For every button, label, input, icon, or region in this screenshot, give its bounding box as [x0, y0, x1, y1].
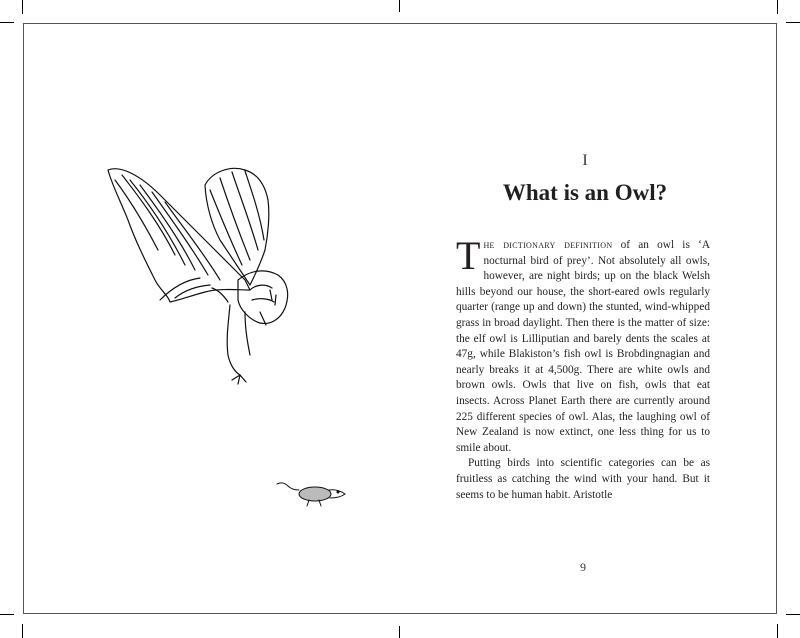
- paragraph-2: Putting birds into scientific categories can be as fruitless as catching the wind with your hand. But it seems to be human habit. Aristotle: [456, 457, 710, 501]
- paragraph-1: [456, 233, 710, 456]
- page-number: 9: [580, 560, 586, 574]
- crop-mark: [786, 22, 800, 23]
- drop-cap: T: [456, 233, 481, 278]
- crop-mark: [22, 0, 23, 14]
- crop-mark: [399, 0, 400, 12]
- crop-mark: [22, 624, 23, 638]
- crop-mark: [777, 624, 778, 638]
- crop-mark: [399, 626, 400, 638]
- crop-mark: [0, 614, 14, 615]
- chapter-title: What is an Owl?: [502, 180, 668, 205]
- crop-mark: [0, 22, 14, 23]
- mouse-illustration: [275, 478, 347, 510]
- chapter-number: I: [582, 152, 588, 169]
- crop-mark: [777, 0, 778, 14]
- crop-mark: [786, 614, 800, 615]
- small-caps-lead: he dictionary definition: [483, 239, 613, 251]
- barn-owl-illustration: [100, 140, 300, 390]
- paragraph-1-text: of an owl is ‘A nocturnal bird of prey’. Not absolutely all owls, however, are night birds; up on the black Welsh hills beyond our house, the short-eared owls regularly quarter (range up and down) the stunted, wind-whipped grass in broad daylight. Then there is the matter of size: the elf owl is Lilliputian and barely dents the scales at 47g, while Blakiston’s fish owl is Brobdingnagian and nearly breaks it at 4,500g. There are white owls and brown owls. Owls that live on fish, owls that eat insects. Across Planet Earth there are currently around 225 different species of owl. Alas, the laughing owl of New Zealand is now extinct, one less thing for us to smile about.: [456, 239, 710, 454]
- body-text: [456, 233, 710, 503]
